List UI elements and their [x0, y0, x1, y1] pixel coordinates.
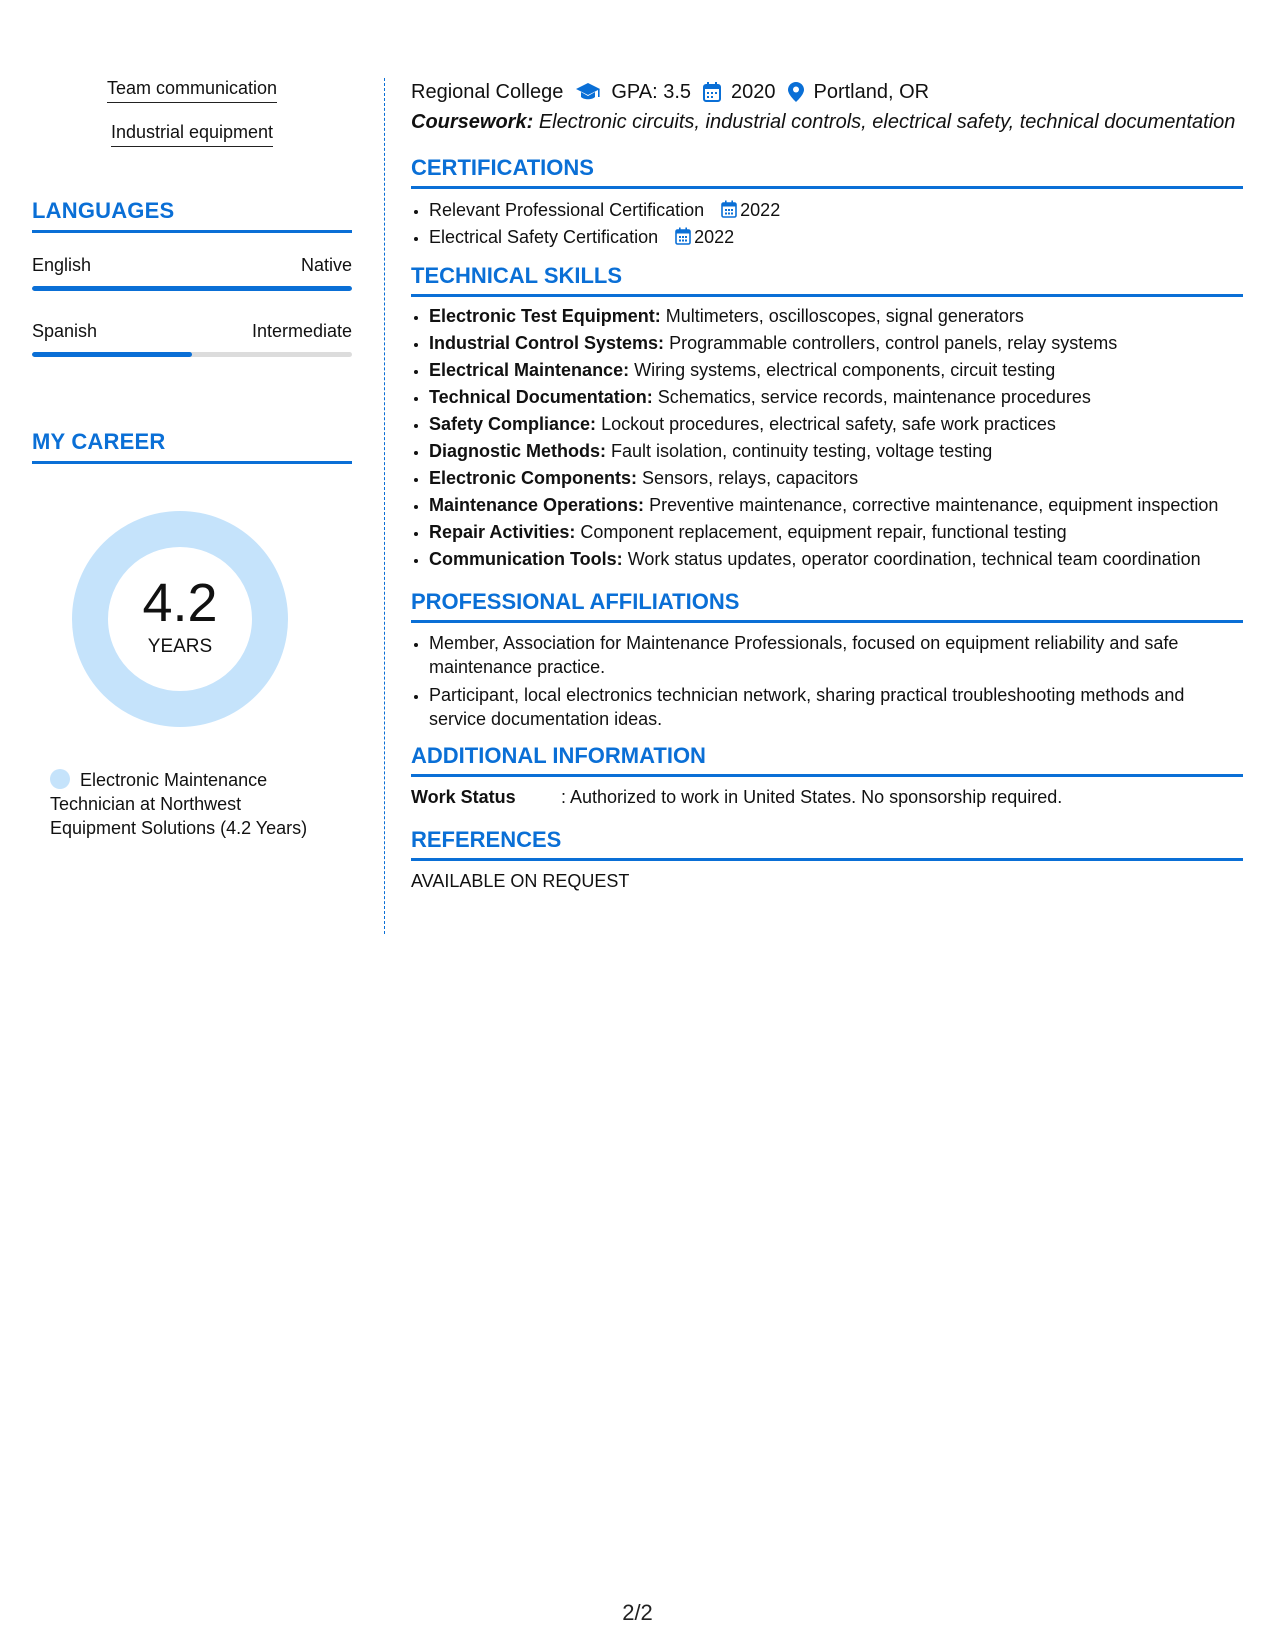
language-proficiency-fill: [32, 352, 192, 357]
language-proficiency-bar: [32, 286, 352, 291]
career-legend-text: Electronic Maintenance Technician at Northwest Equipment Solutions (4.2 Years): [50, 770, 308, 838]
coursework: [411, 110, 1243, 134]
skill-item: [429, 357, 1243, 384]
skill-item: [429, 384, 1243, 411]
certification-name: Relevant Professional Certification: [429, 200, 705, 220]
page-number: 2/2: [622, 1600, 653, 1625]
skill-label: Safety Compliance:: [429, 414, 597, 434]
column-divider: [384, 78, 385, 934]
coursework-label: Coursework:: [411, 111, 534, 133]
technical-skills-list: [411, 303, 1243, 573]
skill-text: Wiring systems, electrical components, circuit testing: [634, 360, 1056, 380]
calendar-icon: [721, 200, 737, 218]
skill-text: Multimeters, oscilloscopes, signal generators: [665, 306, 1024, 326]
skill-label: Electronic Components:: [429, 468, 638, 488]
certification-year: 2022: [740, 200, 781, 220]
coursework-text: Electronic circuits, industrial controls, electrical safety, technical documentation: [538, 111, 1236, 133]
certifications-list: [411, 197, 1243, 251]
skill-label: Technical Documentation:: [429, 387, 653, 407]
skill-tag: Team communication: [107, 78, 277, 103]
graduation-cap-icon: [575, 82, 601, 102]
gpa: GPA: 3.5: [611, 81, 691, 103]
skill-label: Electrical Maintenance:: [429, 360, 630, 380]
skill-tag-row: [32, 122, 352, 166]
skill-item: [429, 303, 1243, 330]
certification-item: [429, 224, 1243, 251]
skill-item: [429, 330, 1243, 357]
skill-label: Electronic Test Equipment:: [429, 306, 661, 326]
references-text: AVAILABLE ON REQUEST: [411, 871, 630, 891]
school-location: Portland, OR: [813, 81, 930, 103]
skill-item: [429, 519, 1243, 546]
certification-item: [429, 197, 1243, 224]
calendar-icon: [703, 82, 721, 102]
certification-year: 2022: [694, 227, 735, 247]
skill-item: [429, 438, 1243, 465]
career-donut-chart: [67, 506, 293, 732]
additional-info-heading: ADDITIONAL INFORMATION: [411, 743, 1243, 777]
skill-item: [429, 492, 1243, 519]
skill-tag: Industrial equipment: [111, 122, 273, 147]
skill-tag-row: [32, 78, 352, 122]
work-status-value: : Authorized to work in United States. No sponsorship required.: [561, 787, 1063, 807]
affiliation-item: • Member, Association for Maintenance Professionals, focused on equipment reliability and safe maintenance practice.: [429, 631, 1243, 679]
technical-skills-heading: TECHNICAL SKILLS: [411, 263, 1243, 297]
affiliation-item: • Participant, local electronics technician network, sharing practical troubleshooting methods and service documentation ideas.: [429, 683, 1243, 731]
skill-text: Schematics, service records, maintenance procedures: [657, 387, 1091, 407]
language-level: Native: [300, 255, 352, 275]
affiliations-heading: PROFESSIONAL AFFILIATIONS: [411, 589, 1243, 623]
career-total-years: 4.2: [142, 573, 218, 633]
career-heading: MY CAREER: [32, 429, 352, 464]
language-proficiency-fill: [32, 286, 352, 291]
skill-text: Fault isolation, continuity testing, voltage testing: [611, 441, 993, 461]
left-column: [32, 78, 352, 840]
skill-text: Preventive maintenance, corrective maintenance, equipment inspection: [649, 495, 1219, 515]
language-item: [32, 321, 352, 357]
language-name: Spanish: [32, 321, 98, 341]
language-proficiency-bar: [32, 352, 352, 357]
right-column: [411, 78, 1243, 892]
skill-label: Industrial Control Systems:: [429, 333, 665, 353]
school-name: Regional College: [411, 81, 564, 103]
certification-name: Electrical Safety Certification: [429, 227, 659, 247]
skill-text: Component replacement, equipment repair, functional testing: [580, 522, 1067, 542]
work-status-key: Work Status: [411, 787, 516, 807]
skill-item: [429, 465, 1243, 492]
skill-text: Lockout procedures, electrical safety, safe work practices: [601, 414, 1056, 434]
skill-item: [429, 546, 1243, 573]
skill-label: Repair Activities:: [429, 522, 576, 542]
skill-item: [429, 411, 1243, 438]
graduation-year: 2020: [731, 81, 776, 103]
languages-heading: LANGUAGES: [32, 198, 352, 233]
skill-label: Communication Tools:: [429, 549, 623, 569]
language-name: English: [32, 255, 92, 275]
certifications-heading: CERTIFICATIONS: [411, 155, 1243, 189]
language-level: Intermediate: [251, 321, 352, 341]
skill-text: Work status updates, operator coordination, technical team coordination: [627, 549, 1201, 569]
skill-text: Sensors, relays, capacitors: [642, 468, 859, 488]
career-legend: [50, 768, 330, 840]
affiliations-list: [411, 631, 1243, 731]
skill-text: Programmable controllers, control panels, relay systems: [669, 333, 1118, 353]
language-item: [32, 255, 352, 291]
skill-label: Diagnostic Methods:: [429, 441, 607, 461]
education-line: [411, 78, 1243, 106]
skill-label: Maintenance Operations:: [429, 495, 645, 515]
work-status-row: [411, 785, 1243, 809]
legend-dot: [50, 769, 70, 789]
references-heading: REFERENCES: [411, 827, 1243, 861]
career-years-label: YEARS: [147, 636, 213, 657]
map-pin-icon: [788, 82, 804, 102]
calendar-icon: [675, 227, 691, 245]
